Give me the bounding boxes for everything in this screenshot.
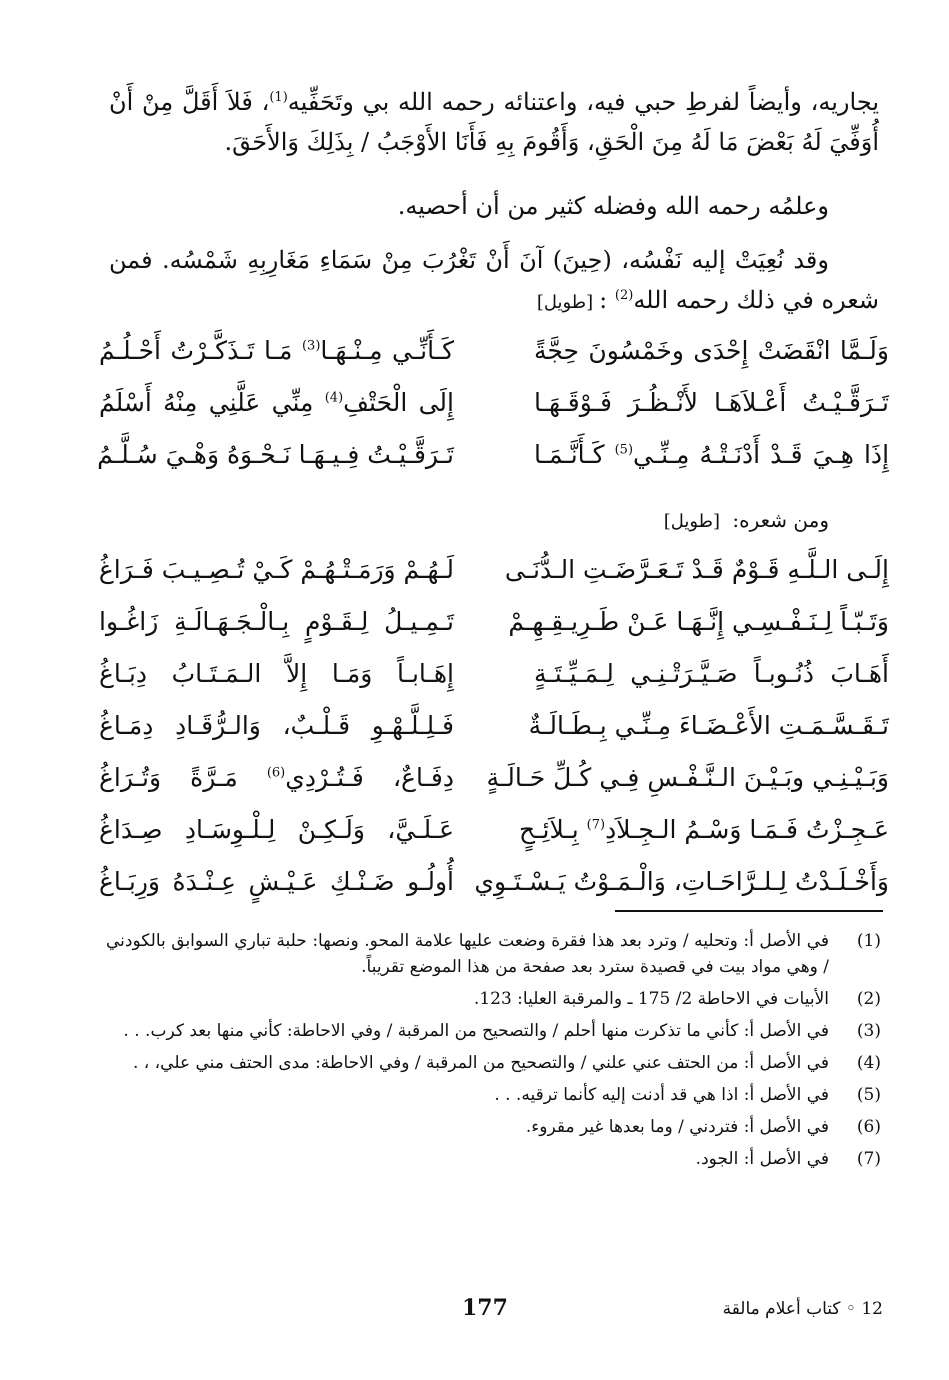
second-hemistich: تَـمِـيـلُ لِـقَـوْمٍ بِـالْـجَـهَـالَـةِ زَاغُـوا (99, 606, 454, 636)
first-hemistich: أَهَـابَ ذُنُـوبـاً صَـيَّـرَتْـنِـي لِـمَـيِّـتَـةٍ (534, 658, 889, 688)
second-hemistich (99, 336, 454, 365)
footnote-ref-2: (2) (614, 288, 634, 303)
poem-2 (99, 543, 889, 907)
hemistich-text-rest: كَـأَنَّـمَـا (534, 439, 615, 469)
paragraph-1-text: يجاريه، وأيضاً لفرطِ حبي فيه، واعتنائه رحمه الله بي وتَحَفِّيه (287, 88, 879, 116)
first-hemistich (534, 440, 889, 469)
verse-line (99, 324, 889, 376)
footnote (106, 1146, 881, 1172)
page-number: 177 (462, 1295, 508, 1321)
hemistich-text: عَـجِـزْتُ فَـمَـا وَسْـمُ الـجِـلاَدِ (605, 814, 889, 844)
footnote-number: (2) (856, 989, 881, 1009)
footnote-ref-1: (1) (269, 90, 288, 105)
footnote-number: (4) (856, 1053, 881, 1073)
footnote-divider (615, 910, 883, 912)
meter-label: [طويل] (536, 292, 594, 313)
footnote-ref-5: (5) (614, 442, 634, 458)
hemistich-text-rest: مَـرَّةً وَتُـرَاغُ (99, 762, 267, 792)
footnote-ref-6: (6) (266, 765, 286, 781)
first-hemistich: وَأَخْـلَـدْتُ لِـلـرَّاحَـاتِ، وَالْـمَـوْتُ يَـسْـتَـوِي (474, 866, 889, 896)
hemistich-text: إِلَى الْحَتْفِ (343, 387, 454, 417)
second-hemistich: إِهَـابـاً وَمَـا إِلاَّ الـمَـتَـابُ دِبَـاغُ (99, 658, 454, 688)
paragraph-4 (129, 500, 829, 542)
footnote-text: في الأصل أ: من الحتف عني علني / والتصحيح من المرقبة / وفي الاحاطة: مدى الحتف مني علي، ، . (132, 1053, 829, 1073)
verse-line (99, 647, 889, 699)
hemistich-text: كَـأَنِّـي مِـنْـهَـا (320, 335, 454, 365)
paragraph-1-text-rest: ، فَلاَ أَقَلَّ مِنْ أَنْ أُوَفِّيَ لَهُ بَعْضَ مَا لَهُ مِنَ الْحَقِ، وَأَقُومَ بِهِ فَأَنَا الأَوْجَبُ / بِذَلِكَ وَالأَحَقَ. (109, 88, 879, 156)
second-hemistich: تَـرَقَّـيْـتُ فِـيـهَـا نَـحْـوَهُ وَهْـيَ سُـلَّـمُ (97, 439, 454, 469)
verse-line (99, 751, 889, 803)
first-hemistich: وَتَـبّـاً لِـنَـفْـسِـي إِنَّـهَـا عَـنْ طَـرِيـقِـهِـمْ (508, 606, 889, 636)
verse-line (99, 543, 889, 595)
footnote (106, 1082, 881, 1108)
second-hemistich: عَـلَـيَّ، وَلَـكِـنْ لِـلْـوِسَـادِ صِـدَاغُ (99, 814, 454, 844)
paragraph-3 (109, 240, 879, 323)
footnote (106, 1050, 881, 1076)
footnote-text: في الأصل أ: كأني ما تذكرت منها أحلم / والتصحيح من المرقبة / وفي الاحاطة: كأني منها بعد كرب. . . (123, 1021, 829, 1041)
hemistich-text: إِذَا هِـيَ قَـدْ أَدْنَـتْـهُ مِـنِّـي (633, 439, 890, 469)
paragraph-2: وعلمُه رحمه الله وفضله كثير من أن أحصيه. (397, 192, 829, 220)
first-hemistich: تَـقَـسَّـمَـتِ الأَعْـضَـاءَ مِـنِّـي بِـطَـالَـةٌ (528, 710, 889, 740)
second-hemistich: لَـهُـمْ وَرَمَـتْـهُـمْ كَـيْ تُـصِـيـبَ فَـرَاغُ (98, 554, 454, 584)
second-hemistich: أُولُـو ضَـنْـكِ عَـيْـشٍ عِـنْـدَهُ وَرِبَـاغُ (99, 866, 454, 896)
footnote-text: في الأصل أ: اذا هي قد أدنت إليه كأنما ترقيه. . . (494, 1085, 829, 1105)
footnote (106, 1114, 881, 1140)
hemistich-text-rest: بِـلاَئِـحٍ (519, 814, 587, 844)
paragraph-4-text: ومن شعره: (732, 508, 829, 532)
paragraph-3-text: وقد نُعِيَتْ إليه نَفْسُه، (حِينَ) آنَ أَنْ تَغْرُبَ مِنْ سَمَاءِ مَغَارِبِهِ شَمْسُه. فمن شعره في ذلك رحمه الله (109, 246, 879, 314)
footnote-ref-7: (7) (586, 817, 606, 833)
verse-line (99, 699, 889, 751)
footnote-text: في الأصل أ: الجود. (695, 1149, 829, 1169)
first-hemistich: وَبَـيْـنِـي وبَـيْـنَ الـنَّـفْـسِ فِـي كُـلِّ حَـالَـةٍ (486, 762, 889, 792)
verse-line (99, 428, 889, 480)
footnote (106, 928, 881, 980)
hemistich-text: دِفَـاعٌ، فَـتُـرْدِي (285, 762, 454, 792)
second-hemistich: فَـلِـلَّـهْـوِ قَـلْـبٌ، وَالـرُّقَـادِ دِمَـاغُ (99, 710, 454, 740)
first-hemistich: تَـرَقَّـيْـتُ أَعْـلاَهَـا لأَنْـظُـرَ فَـوْقَـهَـا (534, 387, 889, 417)
footnote-number: (3) (856, 1021, 881, 1041)
footnote-text: في الأصل أ: فتردني / وما بعدها غير مقروء. (525, 1117, 829, 1137)
footnote-text: الأبيات في الاحاطة 2/ 175 ـ والمرقبة العليا: 123. (473, 989, 829, 1009)
footnote-ref-4: (4) (324, 390, 344, 406)
footnote-number: (5) (856, 1085, 881, 1105)
hemistich-text-rest: مَـا تَـذَكَّـرْتُ أَحْـلُـمُ (99, 335, 302, 365)
first-hemistich (519, 814, 889, 844)
paragraph-1 (109, 82, 879, 162)
verse-line (99, 803, 889, 855)
running-head: 12 ◦ كتاب أعلام مالقة (722, 1299, 883, 1319)
meter-label: [طويل] (663, 511, 721, 532)
footnote-number: (7) (856, 1149, 881, 1169)
footnote-text: في الأصل أ: وتحليه / وترد بعد هذا فقرة وضعت عليها علامة المحو. ونصها: حلبة تباري السوابق بالكودني / وهي مواد بيت في قصيدة سترد بعد صفحة من هذا الموضع تقريباً. (106, 931, 829, 977)
verse-line (99, 855, 889, 907)
footnote-ref-3: (3) (301, 338, 321, 354)
first-hemistich: وَلَـمَّا انْقَضَتْ إِحْدَى وخَمْسُونَ حِجَّةً (534, 335, 889, 365)
colon: : (599, 286, 615, 314)
verse-line (99, 595, 889, 647)
poem-1 (99, 324, 889, 480)
verse-line (99, 376, 889, 428)
footnote-number: (6) (856, 1117, 881, 1137)
footnote-number: (1) (856, 931, 881, 951)
second-hemistich (99, 763, 454, 792)
second-hemistich (99, 388, 454, 417)
hemistich-text-rest: مِنِّي عَلَّنِي مِنْهُ أَسْلَمُ (99, 387, 325, 417)
first-hemistich: إِلَـى الـلَّـهِ قَـوْمٌ قَـدْ تَـعَـرَّضَـتِ الـدُّنَـى (504, 554, 889, 584)
footnote (106, 1018, 881, 1044)
footnote (106, 986, 881, 1012)
footnotes (106, 928, 881, 1178)
